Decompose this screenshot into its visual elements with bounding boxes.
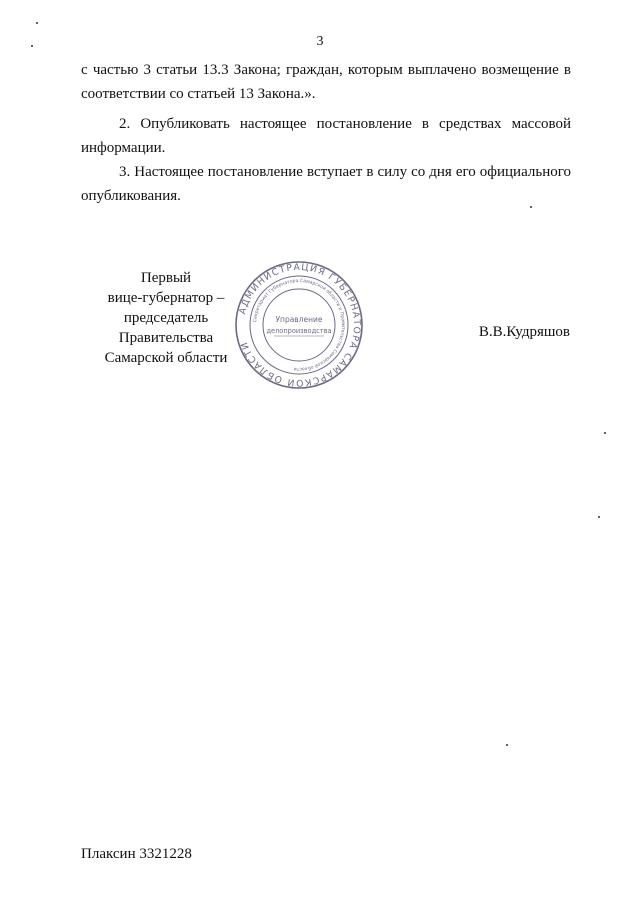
seal-outer-textpath: АДМИНИСТРАЦИЯ ГУБЕРНАТОРА САМАРСКОЙ ОБЛАСТИ (237, 261, 363, 389)
paragraph-item-2: 2. Опубликовать настоящее постановление в средствах массовой информации. (81, 116, 571, 156)
signatory-name: В.В.Кудряшов (478, 324, 570, 340)
seal-center-line2: делопроизводства (266, 327, 332, 335)
scan-speck (506, 744, 508, 746)
official-seal-stamp (234, 260, 364, 390)
scan-speck (36, 22, 38, 24)
seal-middle-ring (250, 276, 348, 374)
seal-inner-ring (263, 289, 335, 361)
paragraph-continuation: с частью 3 статьи 13.3 Закона; граждан, которым выплачено возмещение в соответствии со статьей 13 Закона.». (81, 62, 571, 102)
paragraph-item-3: 3. Настоящее постановление вступает в силу со дня его официального опубликования. (81, 164, 571, 204)
scan-speck (604, 432, 606, 434)
signatory-title (76, 268, 256, 368)
page-number: 3 (316, 34, 324, 49)
scan-speck (31, 45, 33, 47)
seal-center-line1: Управление (275, 315, 323, 324)
seal-inner-textpath: Секретариат Губернатора Самарской области и Правительства Самарской области (253, 278, 346, 372)
executor-footer: Плаксин 3321228 (81, 846, 192, 862)
signatory-title-line: Первый (140, 270, 192, 286)
signatory-title-line: вице-губернатор – (107, 290, 225, 306)
signatory-title-line: Самарской области (104, 350, 228, 366)
signatory-title-line: председатель Правительства (118, 310, 214, 346)
scan-speck (530, 206, 532, 208)
scan-speck (598, 516, 600, 518)
seal-inner-ring-text (252, 278, 345, 371)
